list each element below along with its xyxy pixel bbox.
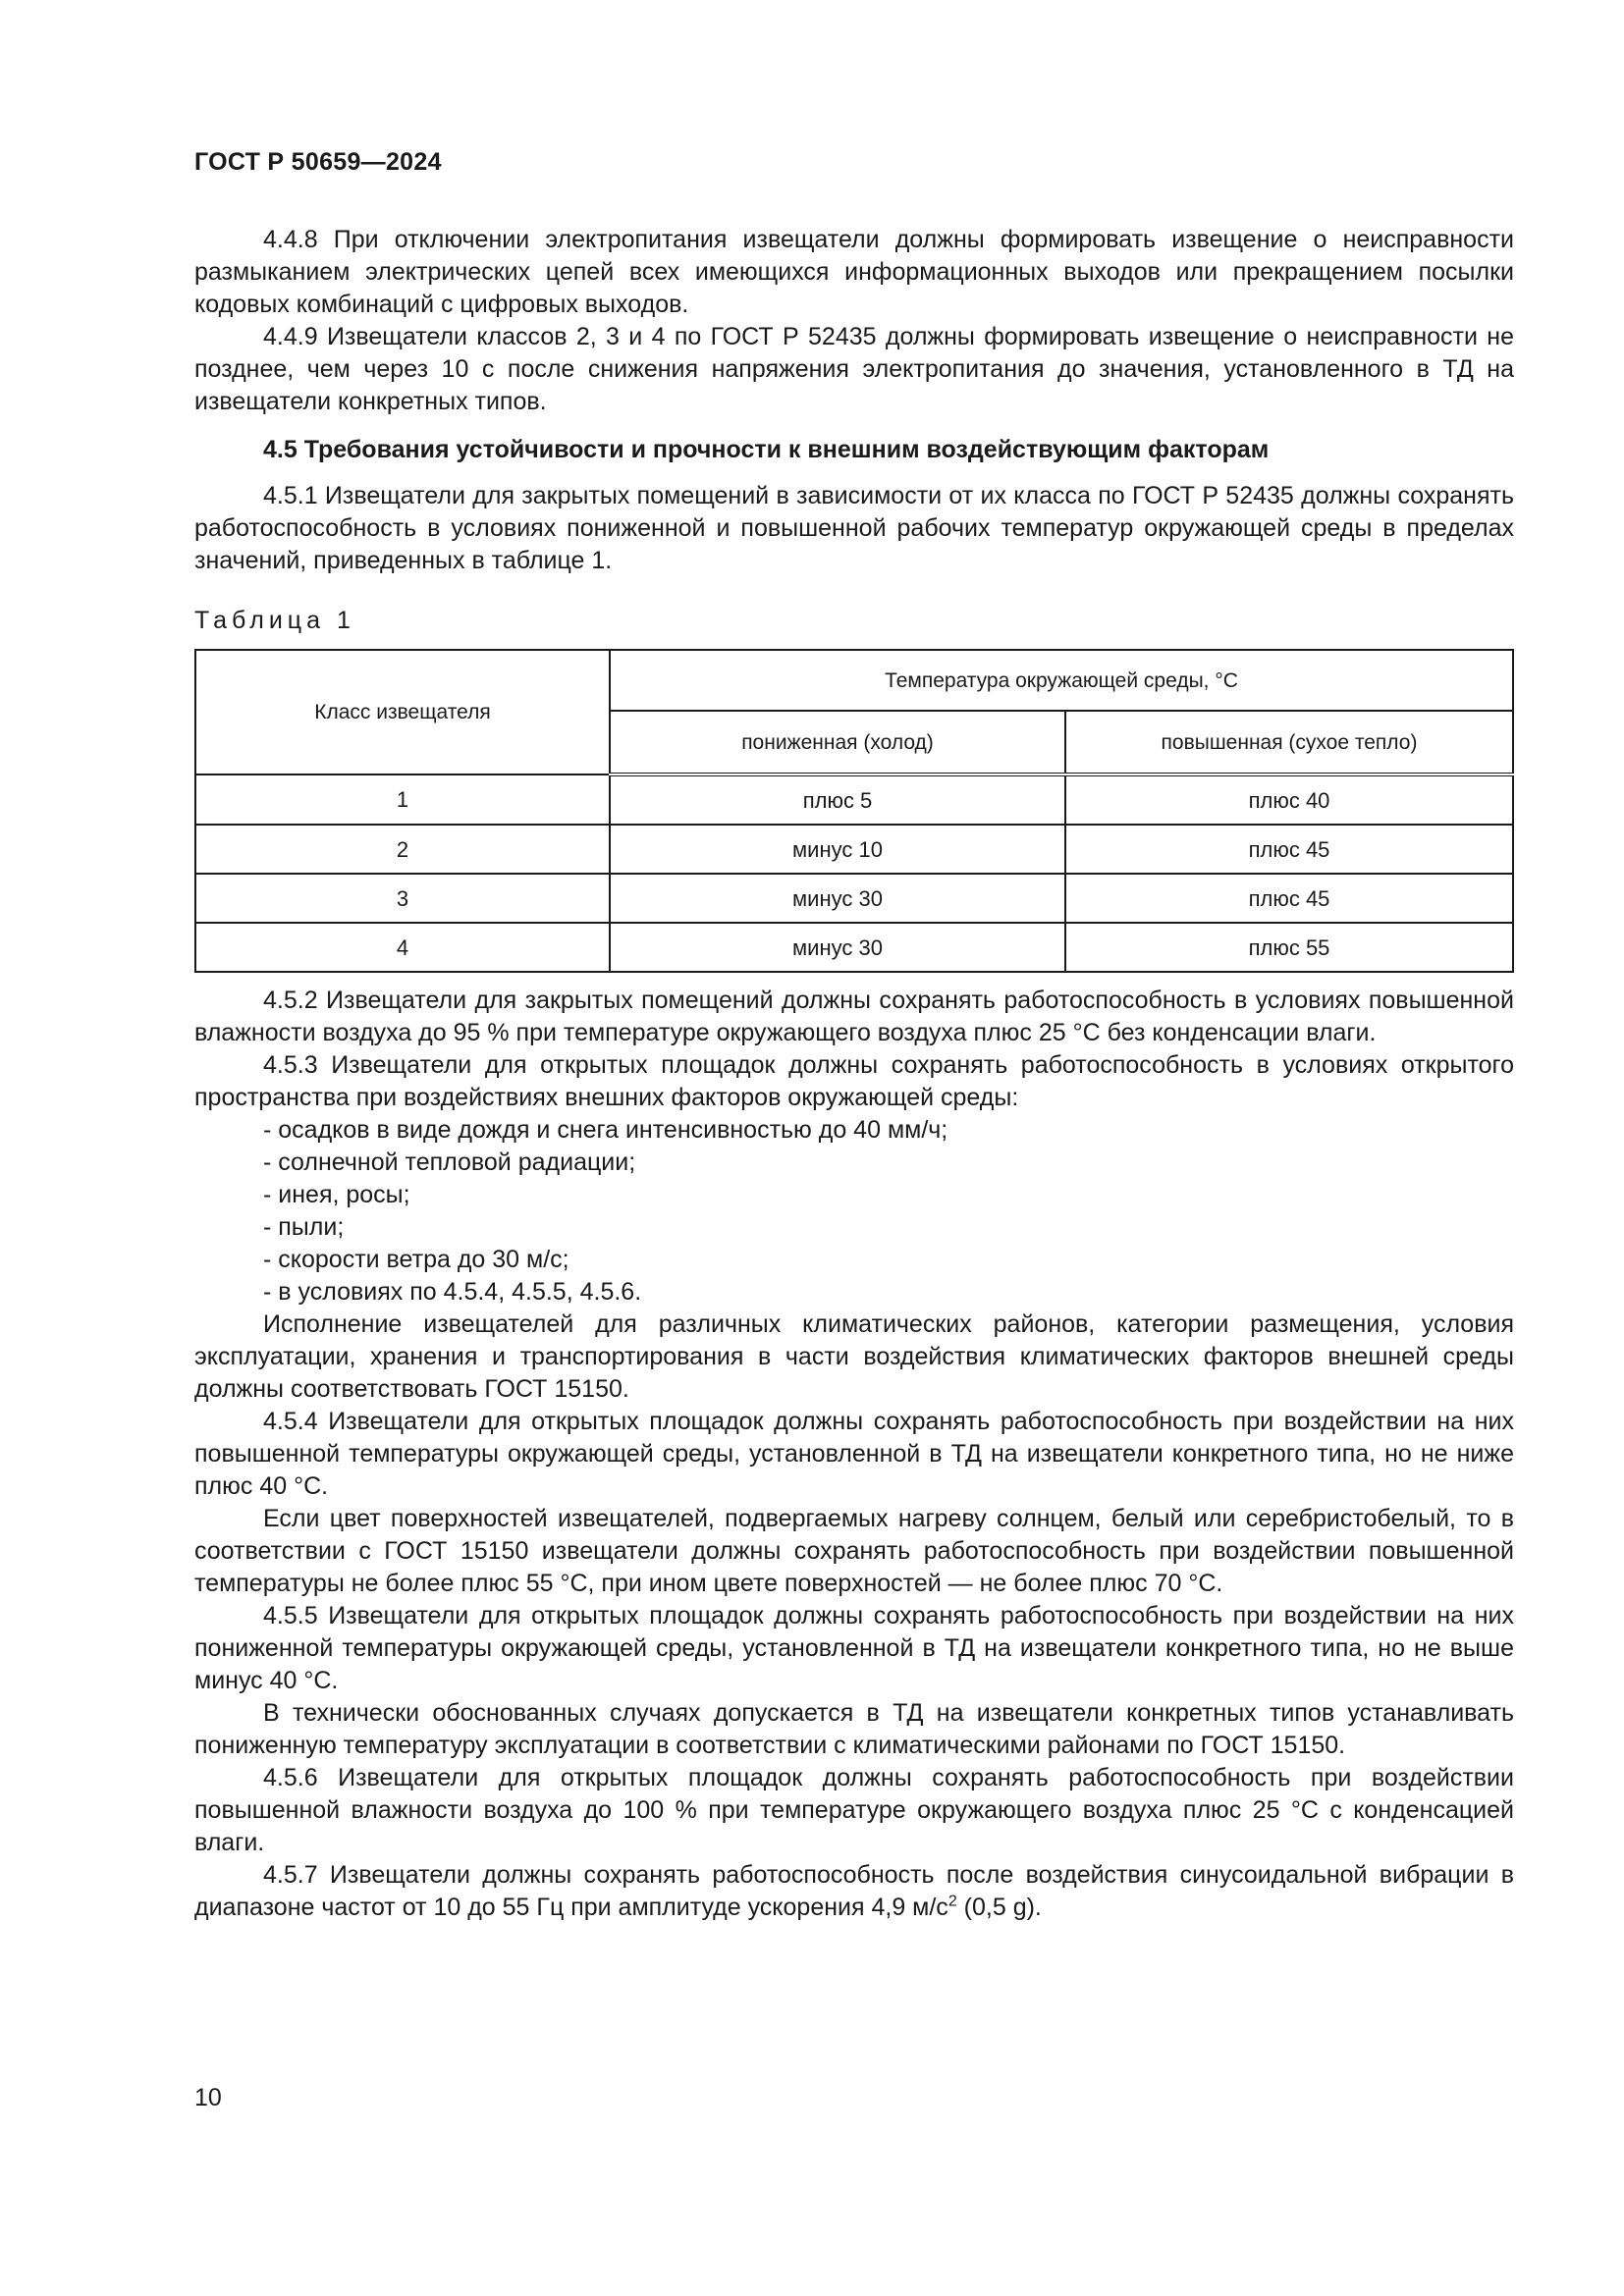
cell-high: плюс 45	[1065, 874, 1513, 923]
table-1	[194, 649, 1514, 973]
table-row	[195, 923, 1513, 972]
table-row	[195, 874, 1513, 923]
paragraph-climatic: Исполнение извещателей для различных климатических районов, категории размещения, условия эксплуатации, хранения и транспортирования в части воздействия климатических факторов внешней среды должны соответствовать ГОСТ 15150.	[194, 1310, 1514, 1403]
paragraph-4-5-7	[194, 1859, 1514, 1924]
paragraph-surface-color: Если цвет поверхностей извещателей, подвергаемых нагреву солнцем, белый или серебристобелый, то в соответствии с ГОСТ 15150 извещатели должны сохранять работоспособность при воздействии повышенной температуры не более плюс 55 °С, при ином цвете поверхностей — не более плюс 70 °С.	[194, 1505, 1514, 1597]
paragraph-justified-cases: В технически обоснованных случаях допускается в ТД на извещатели конкретных типов устанавливать пониженную температуру эксплуатации в соответствии с климатическими районами по ГОСТ 15150.	[194, 1699, 1514, 1759]
paragraph-4-4-8: 4.4.8 При отключении электропитания извещатели должны формировать извещение о неисправности размыканием электрических цепей всех имеющихся информационных выходов или прекращением посылки кодовых комбинаций с цифровых выходов.	[194, 226, 1514, 318]
cell-class: 1	[195, 774, 610, 825]
cell-class: 4	[195, 923, 610, 972]
list-item: - в условиях по 4.5.4, 4.5.5, 4.5.6.	[263, 1278, 642, 1306]
table-row	[195, 825, 1513, 874]
paragraph-4-5-7-end: (0,5 g).	[956, 1894, 1042, 1921]
header-high: повышенная (сухое тепло)	[1065, 711, 1513, 774]
list-item: - солнечной тепловой радиации;	[263, 1148, 636, 1176]
paragraph-4-5-6: 4.5.6 Извещатели для открытых площадок должны сохранять работоспособность при воздействии повышенной влажности воздуха до 100 % при температуре окружающего воздуха плюс 25 °С с конденсацией влаги.	[194, 1764, 1514, 1856]
list-item: - скорости ветра до 30 м/с;	[263, 1246, 569, 1273]
list-item: - пыли;	[263, 1213, 345, 1241]
paragraph-4-5-5: 4.5.5 Извещатели для открытых площадок должны сохранять работоспособность при воздействии на них пониженной температуры окружающей среды, установленной в ТД на извещатели конкретного типа, но не выше минус 40 °С.	[194, 1602, 1514, 1694]
paragraph-4-4-9: 4.4.9 Извещатели классов 2, 3 и 4 по ГОСТ Р 52435 должны формировать извещение о неисправности не позднее, чем через 10 с после снижения напряжения электропитания до значения, установленного в ТД на извещатели конкретных типов.	[194, 323, 1514, 415]
header-low: пониженная (холод)	[610, 711, 1065, 774]
paragraph-4-5-4: 4.5.4 Извещатели для открытых площадок должны сохранять работоспособность при воздействии на них повышенной температуры окружающей среды, установленной в ТД на извещатели конкретного типа, но не ниже плюс 40 °С.	[194, 1408, 1514, 1500]
superscript: 2	[947, 1893, 957, 1910]
cell-low: минус 30	[610, 874, 1065, 923]
section-heading-4-5: 4.5 Требования устойчивости и прочности к внешним воздействующим факторам	[263, 436, 1270, 463]
list-item: - инея, росы;	[263, 1181, 410, 1208]
header-temperature: Температура окружающей среды, °С	[610, 650, 1513, 711]
paragraph-4-5-1: 4.5.1 Извещатели для закрытых помещений в зависимости от их класса по ГОСТ Р 52435 должны сохранять работоспособность в условиях пониженной и повышенной рабочих температур окружающей среды в пределах значений, приведенных в таблице 1.	[194, 482, 1514, 574]
standard-header: ГОСТ Р 50659—2024	[194, 148, 442, 176]
paragraph-4-5-3: 4.5.3 Извещатели для открытых площадок должны сохранять работоспособность в условиях открытого пространства при воздействиях внешних факторов окружающей среды:	[194, 1051, 1514, 1111]
list-item: - осадков в виде дождя и снега интенсивностью до 40 мм/ч;	[263, 1116, 948, 1144]
cell-low: минус 10	[610, 825, 1065, 874]
cell-class: 2	[195, 825, 610, 874]
cell-high: плюс 40	[1065, 774, 1513, 825]
paragraph-4-5-2: 4.5.2 Извещатели для закрытых помещений должны сохранять работоспособность в условиях повышенной влажности воздуха до 95 % при температуре окружающего воздуха плюс 25 °С без конденсации влаги.	[194, 987, 1514, 1046]
body-text	[194, 224, 1514, 1924]
page-number: 10	[194, 2084, 222, 2111]
cell-high: плюс 55	[1065, 923, 1513, 972]
cell-low: минус 30	[610, 923, 1065, 972]
cell-high: плюс 45	[1065, 825, 1513, 874]
table-caption: Таблица 1	[194, 607, 355, 634]
header-class: Класс извещателя	[195, 650, 610, 774]
cell-class: 3	[195, 874, 610, 923]
cell-low: плюс 5	[610, 774, 1065, 825]
table-row	[195, 774, 1513, 825]
paragraph-4-5-7-text: 4.5.7 Извещатели должны сохранять работоспособность после воздействия синусоидальной вибрации в диапазоне частот от 10 до 55 Гц при амплитуде ускорения 4,9 м/с	[194, 1861, 1514, 1921]
